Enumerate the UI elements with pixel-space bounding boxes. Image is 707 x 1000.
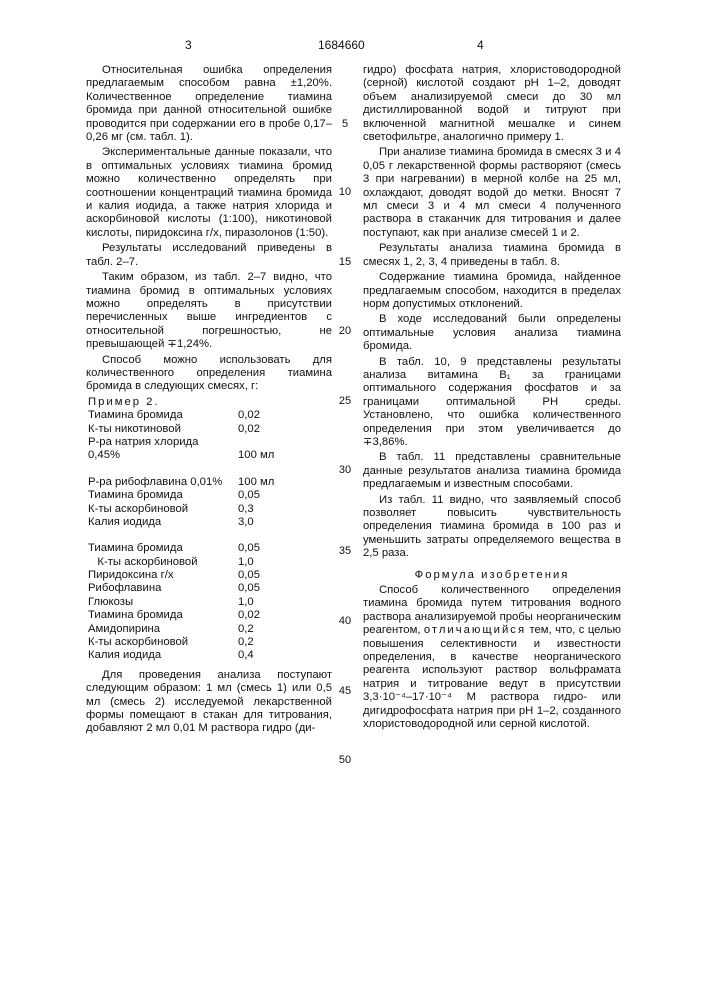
claim-end: тем, что, с целью повышения селективности и известности определения, в качестве неорганического реагента используют раствор вольфрамата натрия и титрование ведут в присутствии 3,3·10⁻⁴–17·10⁻⁴ М раствора гидро- или дигидрофосфата натрия при pH 1–2, созданного хлористоводородной или серной кислотой. [363, 624, 622, 731]
page-number-left: 3 [185, 38, 192, 52]
ingredient-amount: 0,05 [238, 489, 260, 502]
ingredient-amount: 0,05 [238, 542, 260, 555]
mixture-row [86, 609, 332, 622]
ingredient-amount: 3,0 [238, 515, 254, 528]
paragraph: При анализе тиамина бромида в смесях 3 и 4 0,05 г лекарственной формы растворяют (смесь 3 при нагревании) в мерной колбе на 25 мл, охлаждают, доводят водой до метки. Вносят 7 мл смеси 3 и 4 мл смеси 4 полученного раствора в стаканчик для титрования и далее поступают, как при анализе смесей 1 и 2. [363, 146, 621, 239]
mixture-row [86, 542, 332, 555]
mixture-row [86, 582, 332, 595]
ingredient-name: К-ты аскорбиновой [88, 502, 189, 515]
paragraph: Результаты исследований приведены в табл. 2–7. [86, 242, 332, 268]
ingredient-amount: 0,2 [238, 636, 254, 649]
ingredient-amount: 1,0 [238, 555, 254, 568]
mixture-row [86, 596, 332, 609]
line-number: 25 [338, 395, 352, 407]
ingredient-name: Тиамина бромида [88, 409, 183, 422]
mixture-1 [86, 409, 332, 463]
mixture-2 [86, 476, 332, 530]
ingredient-name: К-ты аскорбиновой [88, 555, 198, 568]
line-number: 5 [341, 118, 349, 130]
paragraph: Относительная ошибка определения предлагаемым способом равна ±1,20%. Количественное определение тиамина бромида при данной относительной ошибке проводится при содержании его в пробе 0,17–0,26 мг (см. табл. 1). [86, 64, 332, 144]
mixture-row [86, 556, 332, 569]
patent-number: 1684660 [318, 38, 365, 52]
ingredient-amount: 0,4 [238, 649, 254, 662]
ingredient-amount: 0,02 [238, 422, 260, 435]
mixture-row [86, 503, 332, 516]
ingredient-name: Калия иодида [88, 649, 162, 662]
line-number: 20 [338, 325, 352, 337]
paragraph: Экспериментальные данные показали, что в оптимальных условиях тиамина бромид можно количественно определять при соотношении концентраций тиамина бромида и калия иодида, а также натрия хлорида и аскорбиновой кислоты (1:100), никотиновой кислоты, пиридоксина г/х, пиразолонов (1:50). [86, 146, 332, 239]
line-number: 30 [338, 464, 352, 476]
paragraph: Из табл. 11 видно, что заявляемый способ позволяет повысить чувствительность определения тиамина бромида в 100 раз и уменьшить затраты определяемого вещества в 2,5 раза. [363, 493, 621, 560]
paragraph: В табл. 11 представлены сравнительные данные результатов анализа тиамина бромида предлагаемым и известным способами. [363, 451, 621, 491]
ingredient-amount: 0,02 [238, 409, 260, 422]
ingredient-amount: 0,2 [238, 622, 254, 635]
mixture-row [86, 436, 332, 449]
ingredient-name: Пиридоксина г/х [88, 569, 174, 582]
ingredient-name: Тиамина бромида [88, 542, 183, 555]
ingredient-name: Р-ра рибофлавина 0,01% [88, 475, 223, 488]
line-number: 50 [338, 754, 352, 766]
ingredient-name: 0,45% [88, 449, 121, 462]
ingredient-name: Амидопирина [88, 622, 161, 635]
line-number: 15 [338, 256, 352, 268]
example-heading: Пример 2. [88, 395, 160, 408]
right-column [363, 64, 621, 734]
claims-title: Формула изобретения [414, 568, 570, 581]
mixture-row [86, 649, 332, 662]
ingredient-name: Р-ра натрия хлорида [88, 435, 199, 448]
line-number: 10 [338, 186, 352, 198]
paragraph: Таким образом, из табл. 2–7 видно, что тиамина бромид в оптимальных условиях можно определять в присутствии перечисленных выше ингредиентов с относительной погрешностью, не превышающей ∓1,24%. [86, 271, 332, 351]
ingredient-name: Глюкозы [88, 595, 134, 608]
mixture-row [86, 623, 332, 636]
paragraph: В табл. 10, 9 представлены результаты анализа витамина B₁ за границами оптимального содержания фосфатов и за границами оптимальной PH среды. Установлено, что ошибка количественного определения при этом увеличивается до ∓3,86%. [363, 355, 621, 448]
paragraph: Для проведения анализа поступают следующим образом: 1 мл (смесь 1) или 0,5 мл (смесь 2) исследуемой лекарственной формы помещают в стакан для титрования, добавляют 2 мл 0,01 М раствора гидро (ди- [86, 668, 332, 735]
paragraph: гидро) фосфата натрия, хлористоводородной (серной) кислотой создают pH 1–2, доводят объем анализируемой смеси до 30 мл дистиллированной водой и титруют при включенной магнитной мешалке и синем светофильтре, аналогично примеру 1. [363, 64, 621, 144]
page-number-right: 4 [477, 38, 484, 52]
mixture-row [86, 476, 332, 489]
line-number: 45 [338, 685, 352, 697]
ingredient-amount: 0,3 [238, 502, 254, 515]
ingredient-amount: 1,0 [238, 595, 254, 608]
ingredient-name: Тиамина бромида [88, 489, 183, 502]
paragraph: Содержание тиамина бромида, найденное предлагаемым способом, находится в пределах норм допустимых отклонений. [363, 271, 621, 310]
left-column [86, 64, 332, 738]
ingredient-amount: 0,02 [238, 609, 260, 622]
mixture-row [86, 636, 332, 649]
line-number: 35 [338, 545, 352, 557]
ingredient-name: К-ты аскорбиновой [88, 636, 189, 649]
ingredient-amount: 0,05 [238, 569, 260, 582]
ingredient-name: Рибофлавина [88, 582, 162, 595]
mixture-3 [86, 542, 332, 663]
claim-start: Способ количественного определения тиамина бромида путем титрования водного раствора анализируемой пробы неорганическим реагентом, [363, 584, 621, 637]
ingredient-amount [238, 436, 332, 449]
mixture-row [86, 409, 332, 422]
mixture-row [86, 489, 332, 502]
ingredient-name: Калия иодида [88, 515, 162, 528]
ingredient-amount: 100 мл [238, 475, 275, 488]
line-number: 40 [338, 615, 352, 627]
ingredient-name: К-ты никотиновой [88, 422, 181, 435]
paragraph: Способ можно использовать для количественного определения тиамина бромида в следующих смесях, г: [86, 353, 332, 393]
ingredient-name: Тиамина бромида [88, 609, 183, 622]
mixture-row [86, 569, 332, 582]
ingredient-amount: 100 мл [238, 449, 275, 462]
mixture-row [86, 449, 332, 462]
mixture-row [86, 516, 332, 529]
mixture-row [86, 423, 332, 436]
claim-text [363, 584, 621, 731]
paragraph: В ходе исследований были определены оптимальные условия анализа тиамина бромида. [363, 313, 621, 353]
claim-distinguishing: отличающийся [423, 624, 527, 637]
ingredient-amount: 0,05 [238, 582, 260, 595]
paragraph: Результаты анализа тиамина бромида в смесях 1, 2, 3, 4 приведены в табл. 8. [363, 242, 621, 268]
